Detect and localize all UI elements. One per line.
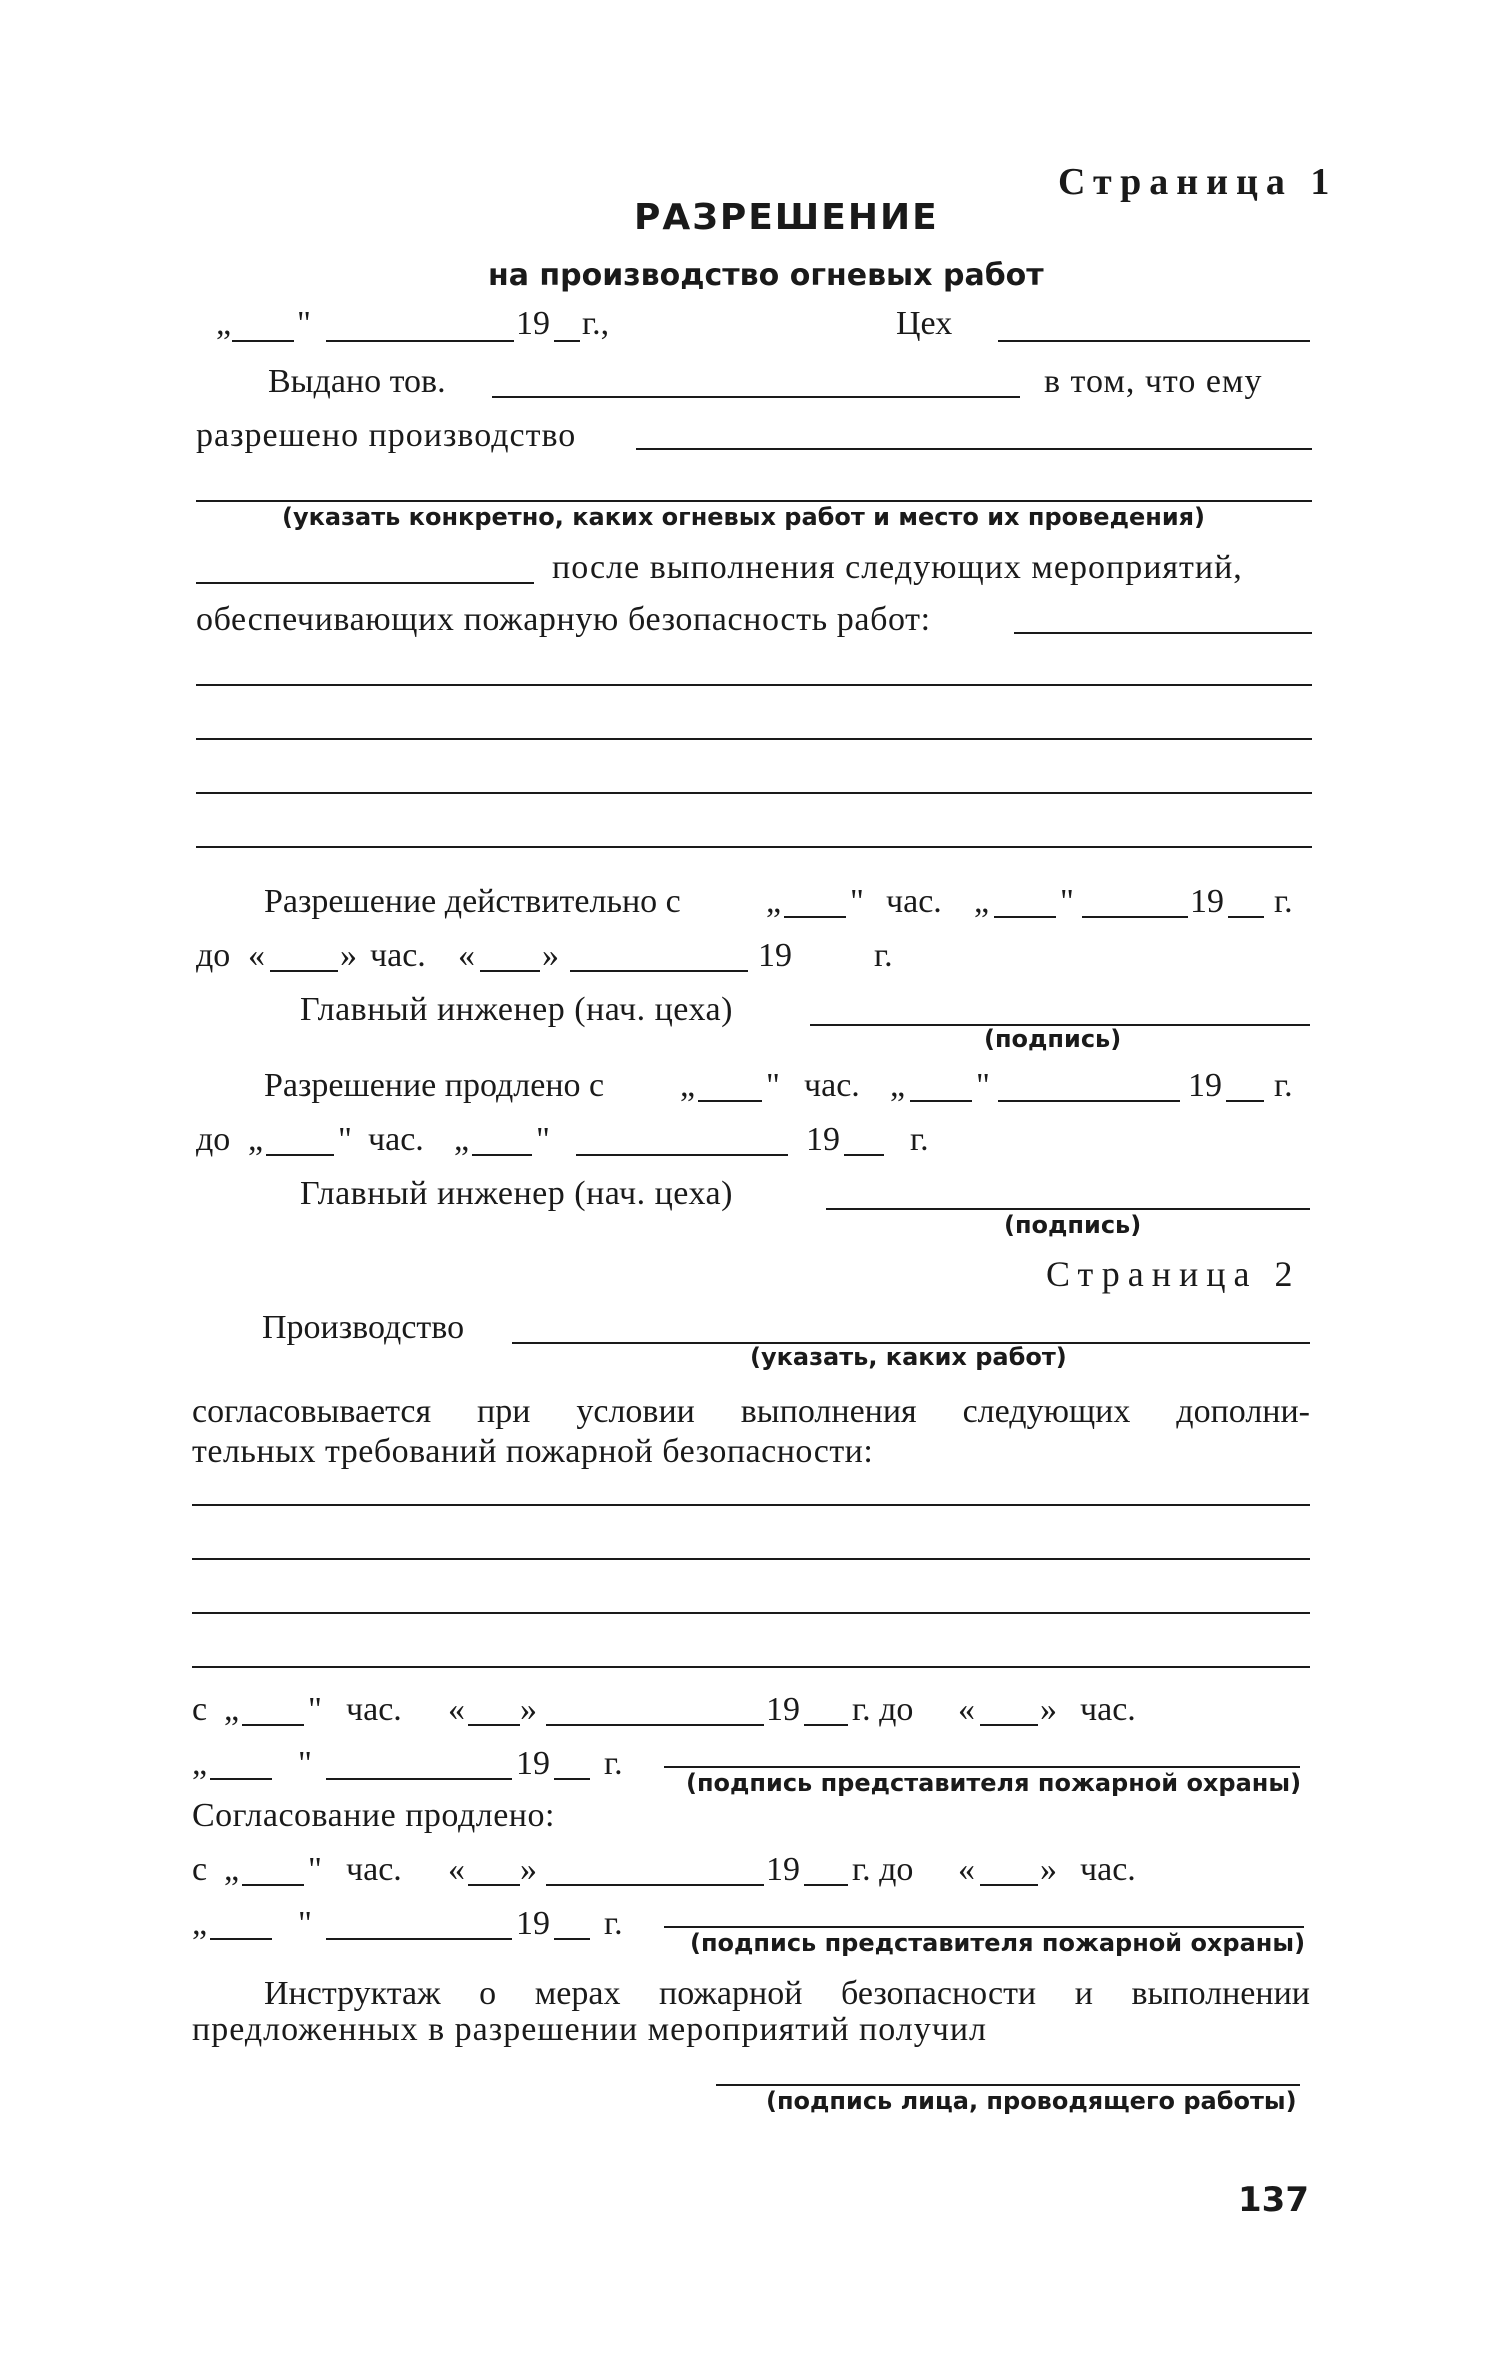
agree-to-hour-blank-2[interactable] bbox=[980, 1884, 1038, 1886]
extended-to-day-blank[interactable] bbox=[472, 1154, 532, 1156]
measures-blank-1[interactable] bbox=[1014, 632, 1312, 634]
agree-year-blank-1[interactable] bbox=[804, 1724, 848, 1726]
year-blank[interactable] bbox=[554, 340, 580, 342]
chief-engineer-label-1: Главный инженер (нач. цеха) bbox=[300, 991, 733, 1028]
agree-date-year-1[interactable] bbox=[554, 1778, 590, 1780]
extended-from-day-blank[interactable] bbox=[910, 1100, 972, 1102]
after-blank[interactable] bbox=[196, 582, 534, 584]
issued-to-blank[interactable] bbox=[492, 396, 1020, 398]
valid-from-day-blank[interactable] bbox=[994, 916, 1056, 918]
issued-suffix: в том, что ему bbox=[1044, 363, 1263, 400]
valid-to-day-blank[interactable] bbox=[480, 970, 540, 972]
extension-label: Согласование продлено: bbox=[192, 1797, 555, 1834]
extended-from-year-blank[interactable] bbox=[1226, 1100, 1264, 1102]
agreed-text-2: тельных требований пожарной безопасности: bbox=[192, 1433, 874, 1470]
extended-to-month-blank[interactable] bbox=[576, 1154, 788, 1156]
extended-from-month-blank[interactable] bbox=[998, 1100, 1180, 1102]
agreed-text-1: согласовывается при условии выполнения следующих дополни- bbox=[192, 1393, 1310, 1430]
day-blank[interactable] bbox=[232, 340, 294, 342]
measures-line-2[interactable] bbox=[196, 684, 1312, 686]
agree-hour-blank-2[interactable] bbox=[242, 1884, 304, 1886]
agree-year-blank-2[interactable] bbox=[804, 1884, 848, 1886]
permitted-label: разрешено производство bbox=[196, 417, 577, 454]
page-label-2: Страница 2 bbox=[1046, 1254, 1301, 1294]
agree-date-day-1[interactable] bbox=[210, 1778, 272, 1780]
production-label: Производство bbox=[262, 1309, 465, 1346]
ensuring-text: обеспечивающих пожарную безопасность работ: bbox=[196, 601, 931, 638]
caption-sign-2: (подпись) bbox=[1004, 1211, 1142, 1239]
agree-day-blank-2[interactable] bbox=[468, 1884, 520, 1886]
agree-month-blank-1[interactable] bbox=[546, 1724, 764, 1726]
agree-day-blank-1[interactable] bbox=[468, 1724, 520, 1726]
requirements-line-3[interactable] bbox=[192, 1612, 1310, 1614]
valid-from-hour-blank[interactable] bbox=[784, 916, 846, 918]
after-text: после выполнения следующих мероприятий, bbox=[552, 549, 1243, 586]
agree-date-day-2[interactable] bbox=[210, 1938, 272, 1940]
caption-which: (указать, каких работ) bbox=[750, 1343, 1067, 1371]
issued-label: Выдано тов. bbox=[268, 363, 446, 400]
extended-to-year-blank[interactable] bbox=[844, 1154, 884, 1156]
agree-to-hour-blank-1[interactable] bbox=[980, 1724, 1038, 1726]
page-label-1: Страница 1 bbox=[1058, 161, 1338, 203]
extended-from-hour-blank[interactable] bbox=[698, 1100, 762, 1102]
permitted-blank[interactable] bbox=[636, 448, 1312, 450]
requirements-line-4[interactable] bbox=[192, 1666, 1310, 1668]
requirements-line-1[interactable] bbox=[192, 1504, 1310, 1506]
month-blank[interactable] bbox=[326, 340, 514, 342]
valid-from-label: Разрешение действительно с bbox=[264, 883, 681, 920]
document-subtitle: на производство огневых работ bbox=[488, 258, 1044, 293]
document-title: РАЗРЕШЕНИЕ bbox=[634, 197, 939, 238]
agree-month-blank-2[interactable] bbox=[546, 1884, 764, 1886]
valid-from-month-blank[interactable] bbox=[1082, 916, 1188, 918]
agree-hour-blank-1[interactable] bbox=[242, 1724, 304, 1726]
caption-work: (указать конкретно, каких огневых работ и место их проведения) bbox=[282, 503, 1206, 531]
valid-to-hour-blank[interactable] bbox=[270, 970, 338, 972]
caption-worker: (подпись лица, проводящего работы) bbox=[766, 2087, 1297, 2115]
extended-to-hour-blank[interactable] bbox=[266, 1154, 334, 1156]
agree-date-month-1[interactable] bbox=[326, 1778, 512, 1780]
valid-from-year-blank[interactable] bbox=[1228, 916, 1264, 918]
caption-sign-1: (подпись) bbox=[984, 1025, 1122, 1053]
instruction-text-1: Инструктаж о мерах пожарной безопасности и выполнении bbox=[264, 1975, 1310, 2012]
valid-to-month-blank[interactable] bbox=[570, 970, 748, 972]
workshop-label: Цех bbox=[896, 305, 953, 342]
requirements-line-2[interactable] bbox=[192, 1558, 1310, 1560]
measures-line-4[interactable] bbox=[196, 792, 1312, 794]
instruction-text-2: предложенных в разрешении мероприятий получил bbox=[192, 2011, 988, 2048]
page-number: 137 bbox=[1238, 2180, 1309, 2220]
workshop-blank[interactable] bbox=[998, 340, 1310, 342]
agree-date-year-2[interactable] bbox=[554, 1938, 590, 1940]
chief-engineer-label-2: Главный инженер (нач. цеха) bbox=[300, 1175, 733, 1212]
agree-date-month-2[interactable] bbox=[326, 1938, 512, 1940]
caption-fire-1: (подпись представителя пожарной охраны) bbox=[686, 1769, 1302, 1797]
caption-fire-2: (подпись представителя пожарной охраны) bbox=[690, 1929, 1306, 1957]
measures-line-5[interactable] bbox=[196, 846, 1312, 848]
extended-from-label: Разрешение продлено с bbox=[264, 1067, 605, 1104]
measures-line-3[interactable] bbox=[196, 738, 1312, 740]
